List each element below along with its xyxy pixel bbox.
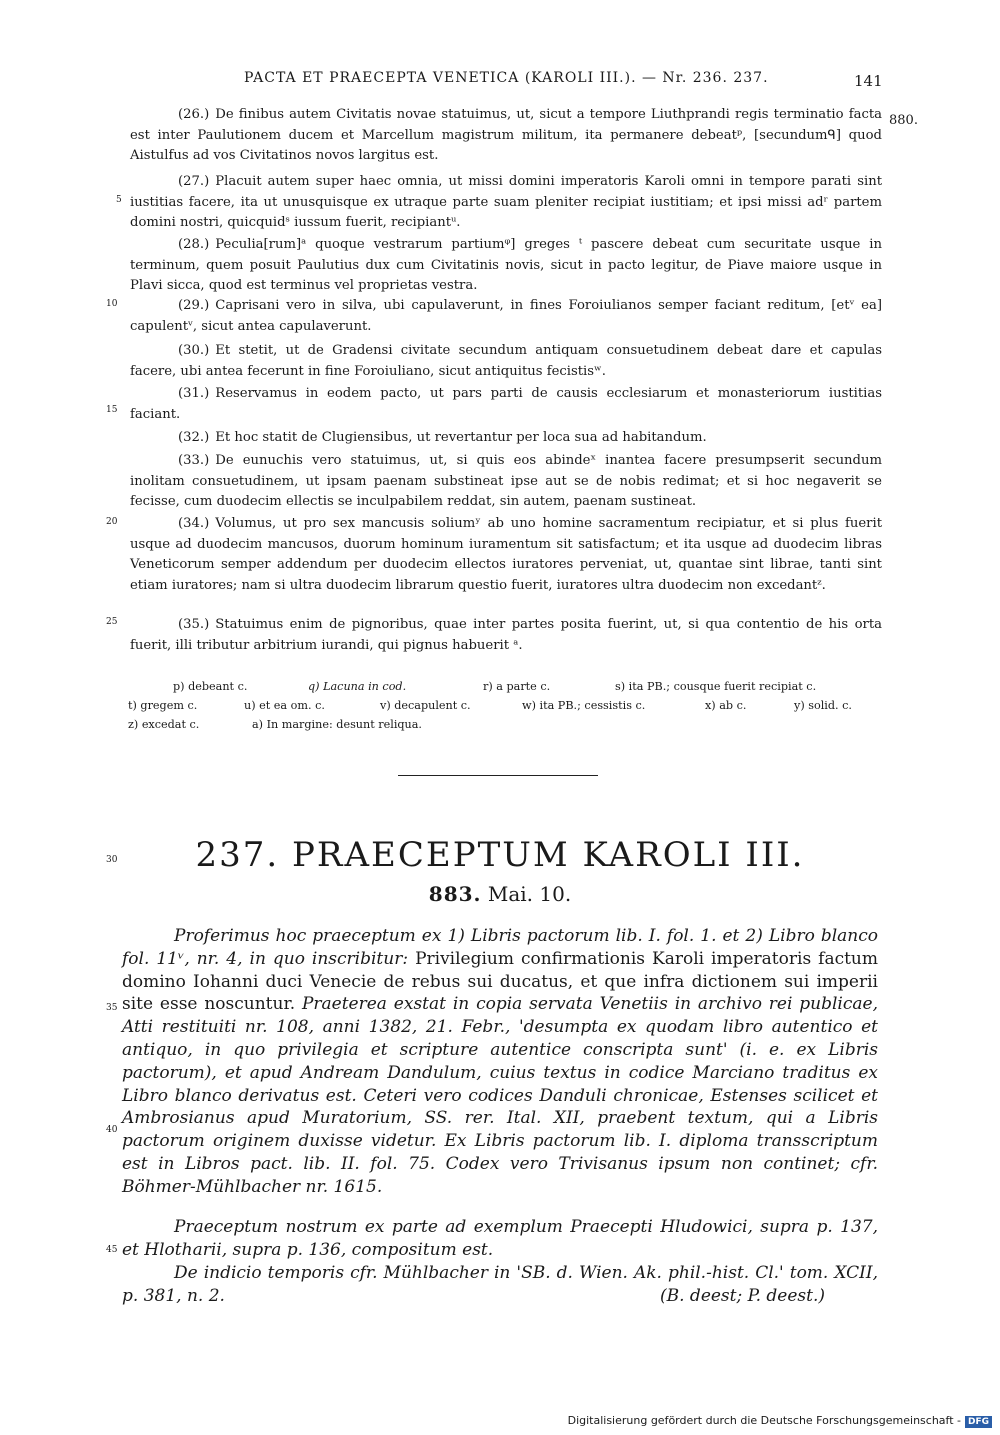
document-day: Mai. 10.: [487, 882, 572, 906]
paragraph-text: Et stetit, ut de Gradensi civitate secundum antiquam consuetudinem debeat dare et capulas facere, ubi antea fecerunt in fine Foroiuliano, sicut antiquitus fecistisʷ.: [130, 343, 882, 379]
footnote: u) et ea om. c.: [244, 699, 325, 712]
footer-text: Digitalisierung gefördert durch die Deutsche Forschungsgemeinschaft -: [567, 1414, 961, 1427]
paragraph-text: Statuimus enim de pignoribus, quae inter partes posita fuerint, ut, si qua contentio de his orta fuerit, illi tributur arbitrium iurandi, qui pignus habuerit ᵃ.: [130, 617, 882, 653]
footnote: p) debeant c.: [173, 680, 248, 693]
sigla-note: (B. deest; P. deest.): [660, 1286, 826, 1306]
paragraph-text: Peculia[rum]ᵃ quoque vestrarum partiumᵠ] greges ᵗ pascere debeat cum securitate usque in terminum, quem posuit Paulutius dux cum Civitatinis novis, sicut in pacto legitur, de Piave maiore usque in Plavi sicca, quod est terminus vel proprietas vestra.: [130, 237, 882, 294]
paragraph-number: (26.): [178, 107, 210, 122]
document-title: 237. PRAECEPTUM KAROLI III.: [195, 835, 805, 875]
paragraph-text: Et hoc statit de Clugiensibus, ut revertantur per loca sua ad habitandum.: [215, 430, 707, 445]
footnote: x) ab c.: [705, 699, 747, 712]
paragraph-text: Placuit autem super haec omnia, ut missi domini imperatoris Karoli omni in tempore parati sint iustitias facere, ita ut unusquisque ex utraque parte suam pleniter recipiat iustitiam; et ipsi missi adʳ partem domini nostri, quicquidˢ iussum fuerit, recipiantᵘ.: [130, 174, 882, 231]
line-number: 35: [106, 1003, 118, 1013]
paragraph-30: [130, 341, 882, 382]
paragraph-text: Volumus, ut pro sex mancusis soliumʸ ab uno homine sacramentum recipiatur, et si plus fuerit usque ad duodecim mancusos, duorum hominum iuramentum sit satisfactum; et ita usque ad duodecim libras Veneticorum semper addendum per duodecim ellectos iuratores perveniat, ut, quantae sint librae, tanti sint etiam iuratores; nam si ultra duodecim librarum questio fuerit, iuratores ultra duodecim non excedantᶻ.: [130, 516, 882, 593]
line-number: 45: [106, 1245, 118, 1255]
paragraph-number: (32.): [178, 430, 210, 445]
line-number: 15: [106, 405, 118, 415]
line-number: 20: [106, 517, 118, 527]
paragraph-29: [130, 296, 882, 337]
footnote: y) solid. c.: [794, 699, 852, 712]
paragraph-number: (34.): [178, 516, 210, 531]
paragraph-text: De eunuchis vero statuimus, ut, si quis eos abindeˣ inantea facere presumpserit secundum inolitam consuetudinem, ut ipsam paenam substineat ipse aut se de nobis redimat; et si hoc negaverit se fecisse, cum duodecim ellectis se inculpabilem reddat, sin autem, paenam sustineat.: [130, 453, 882, 510]
footnote: r) a parte c.: [483, 680, 551, 693]
dfg-logo: DFG: [965, 1416, 992, 1428]
footnote: q) Lacuna in cod.: [308, 680, 407, 693]
digitization-footer: [568, 1414, 992, 1428]
document-year: 883.: [428, 882, 482, 906]
paragraph-number: (28.): [178, 237, 210, 252]
paragraph-number: (30.): [178, 343, 210, 358]
line-number: 5: [116, 195, 122, 205]
margin-year: 880.: [889, 113, 918, 128]
footnote: s) ita PB.; cousque fuerit recipiat c.: [615, 680, 817, 693]
paragraph-31: [130, 384, 882, 425]
paragraph-number: (31.): [178, 386, 210, 401]
line-number: 30: [106, 855, 118, 865]
paragraph-number: (27.): [178, 174, 210, 189]
footnote: z) excedat c.: [128, 718, 200, 731]
line-number: 25: [106, 617, 118, 627]
intro-paragraph-3: De indicio temporis cfr. Mühlbacher in 'SB. d. Wien. Ak. phil.-hist. Cl.' tom. XCII, p. 381, n. 2.: [122, 1263, 878, 1306]
line-number: 40: [106, 1125, 118, 1135]
intro-text-roman: Privilegium confirmationis Karoli imperatoris factum domino Iohanni duci Venecie de rebus sui ducatus, et que infra dictionem sui imperii site esse noscuntur.: [122, 948, 878, 1015]
paragraph-number: (35.): [178, 617, 210, 632]
intro-text-italic: Proferimus hoc praeceptum ex 1) Libris pactorum lib. I. fol. 1. et 2) Libro blanco fol. 11ᵛ, nr. 4, in quo inscribitur:: [122, 926, 878, 969]
footnote: a) In margine: desunt reliqua.: [252, 718, 422, 731]
intro-paragraph-2: Praeceptum nostrum ex parte ad exemplum Praecepti Hludowici, supra p. 137, et Hlotharii, supra p. 136, compositum est.: [122, 1217, 878, 1260]
intro-text-italic: Praeterea exstat in copia servata Venetiis in archivo rei publicae, Atti restituiti nr. 108, anni 1382, 21. Febr., 'desumpta ex quodam libro autentico et antiquo, in quo privilegia et scripture autentice conscripta sunt' (i. e. ex Libris pactorum), et apud Andream Dandulum, cuius textus in codice Marciano traditus ex Libro blanco derivatus est. Ceteri vero codices Danduli chronicae, Estenses scilicet et Ambrosianus apud Muratorium, SS. rer. Ital. XII, praebent textum, qui a Libris pactorum originem duxisse videtur. Ex Libris pactorum lib. I. diploma transscriptum est in Libros pact. lib. II. fol. 75. Codex vero Trivisanus ipsum non continet; cfr. Böhmer-Mühlbacher nr. 1615.: [122, 994, 878, 1197]
paragraph-34: [130, 514, 882, 596]
paragraph-28: [130, 235, 882, 297]
line-number: 10: [106, 299, 118, 309]
paragraph-35: [130, 615, 882, 656]
page-number: 141: [854, 72, 883, 90]
footnote: w) ita PB.; cessistis c.: [522, 699, 646, 712]
footnote: v) decapulent c.: [380, 699, 471, 712]
paragraph-27: [130, 172, 882, 234]
running-title: PACTA ET PRAECEPTA VENETICA (KAROLI III.). — Nr. 236. 237.: [244, 70, 769, 86]
document-date: [0, 882, 1000, 906]
paragraph-33: [130, 451, 882, 513]
section-divider: [398, 775, 598, 776]
paragraph-text: Reservamus in eodem pacto, ut pars parti de causis ecclesiarum et monasteriorum iustitias faciant.: [130, 386, 882, 422]
intro-paragraph-1: [122, 925, 878, 1199]
paragraph-number: (33.): [178, 453, 210, 468]
paragraph-32: [130, 428, 882, 449]
footnote: t) gregem c.: [128, 699, 198, 712]
paragraph-number: (29.): [178, 298, 210, 313]
paragraph-text: De finibus autem Civitatis novae statuimus, ut, sicut a tempore Liuthprandi regis terminatio facta est inter Paulutionem ducem et Marcellum magistrum militum, ita permanere debeatᵖ, [secundumᑫ] quod Aistulfus ad vos Civitatinos novos largitus est.: [130, 107, 882, 164]
paragraph-text: Caprisani vero in silva, ubi capulaverunt, in fines Foroiulianos semper faciant reditum, [etᵛ ea] capulentᵛ, sicut antea capulaverunt.: [130, 298, 882, 334]
paragraph-26: [130, 105, 882, 167]
